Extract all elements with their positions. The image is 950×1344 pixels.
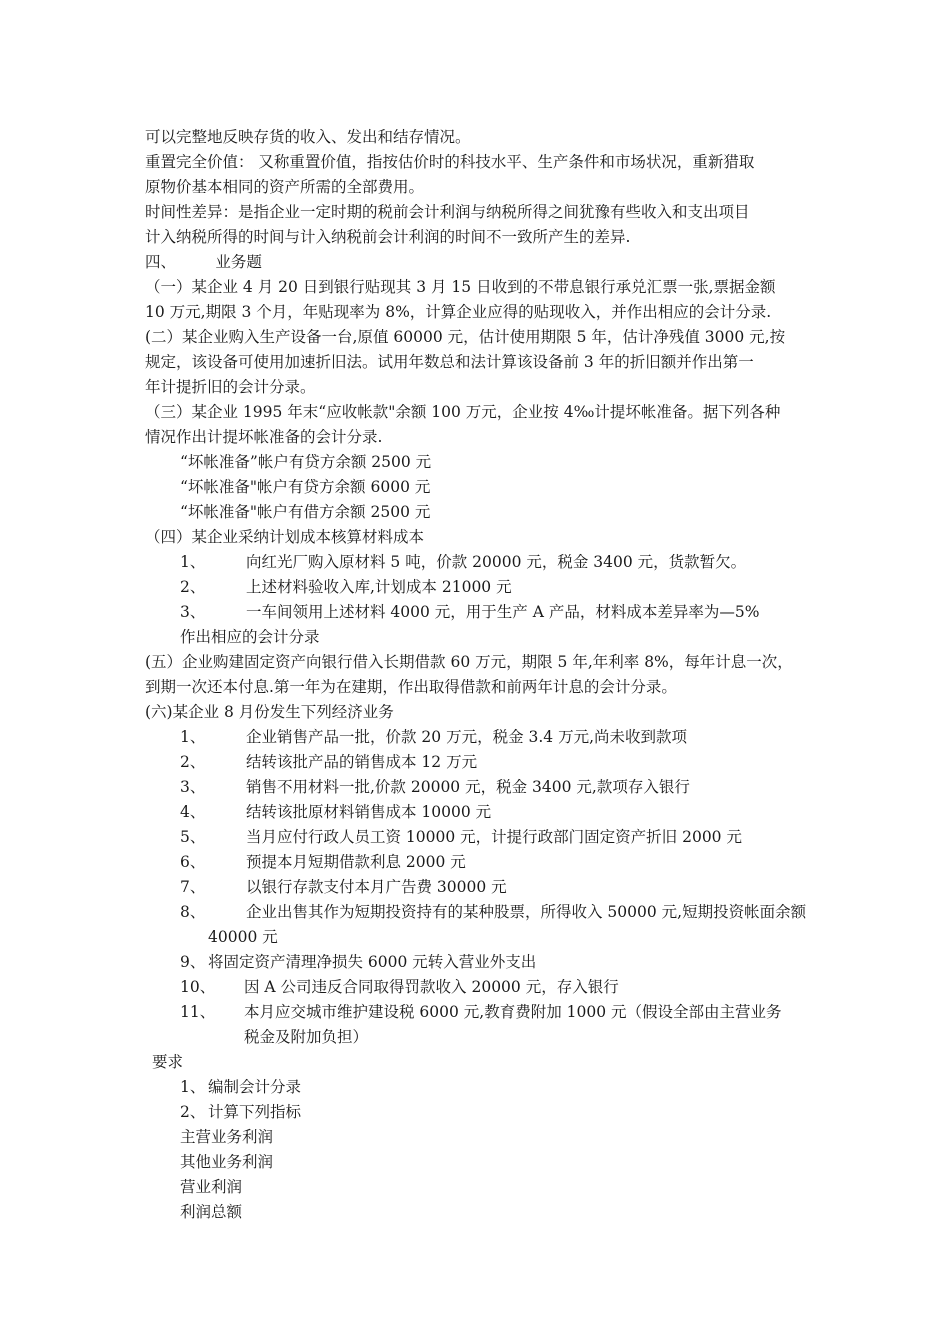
text-line: “坏帐准备"帐户有借方余额 2500 元: [180, 503, 431, 521]
text-line: 重置完全价值： 又称重置价值，指按估价时的科技水平、生产条件和市场状况，重新猎取: [145, 153, 755, 171]
text-line: 年计提折旧的会计分录。: [145, 378, 316, 396]
text-line: 40000 元: [208, 928, 278, 946]
list-item-text: 编制会计分录: [208, 1078, 302, 1096]
list-item-text: 本月应交城市维护建设税 6000 元,教育费附加 1000 元（假设全部由主营业务: [244, 1003, 782, 1021]
list-item: [180, 1101, 301, 1125]
list-item: [180, 1076, 301, 1100]
list-item-text: 因 A 公司违反合同取得罚款收入 20000 元，存入银行: [244, 978, 619, 996]
list-item: [180, 726, 687, 750]
text-line: 营业利润: [180, 1178, 243, 1196]
list-item-text: 企业出售其作为短期投资持有的某种股票，所得收入 50000 元,短期投资帐面余额: [246, 903, 807, 921]
list-item: [180, 901, 806, 925]
text-line: 利润总额: [180, 1203, 243, 1221]
text-line: “坏帐准备”帐户有贷方余额 2500 元: [180, 453, 432, 471]
list-item: [180, 976, 619, 1000]
text-line: （一）某企业 4 月 20 日到银行贴现其 3 月 15 日收到的不带息银行承兑汇票一张,票据金额: [145, 278, 776, 296]
list-item-text: 将固定资产清理净损失 6000 元转入营业外支出: [208, 953, 537, 971]
list-marker: 2、: [180, 1103, 206, 1121]
text-line: 主营业务利润: [180, 1128, 274, 1146]
text-line: 到期一次还本付息.第一年为在建期，作出取得借款和前两年计息的会计分录。: [145, 678, 677, 696]
list-item: [180, 876, 507, 900]
text-line: 原物价基本相同的资产所需的全部费用。: [145, 178, 425, 196]
list-item-text: 企业销售产品一批，价款 20 万元，税金 3.4 万元,尚未收到款项: [246, 728, 688, 746]
list-item-text: 以银行存款支付本月广告费 30000 元: [246, 878, 507, 896]
list-item: [180, 1001, 782, 1025]
list-item: [180, 826, 742, 850]
list-marker: 5、: [180, 828, 206, 846]
list-marker: 1、: [180, 1078, 206, 1096]
list-item-text: 销售不用材料一批,价款 20000 元，税金 3400 元,款项存入银行: [246, 778, 690, 796]
list-marker: 8、: [180, 903, 206, 921]
list-marker: 11、: [180, 1003, 216, 1021]
list-marker: 4、: [180, 803, 206, 821]
list-item-text: 结转该批产品的销售成本 12 万元: [246, 753, 478, 771]
list-marker: 6、: [180, 853, 206, 871]
text-line: 税金及附加负担）: [244, 1028, 369, 1046]
list-item-text: 一车间领用上述材料 4000 元，用于生产 A 产品，材料成本差异率为—5%: [246, 603, 760, 621]
list-marker: 7、: [180, 878, 206, 896]
text-line: （四）某企业采纳计划成本核算材料成本: [145, 528, 425, 546]
text-line: 计入纳税所得的时间与计入纳税前会计利润的时间不一致所产生的差异.: [145, 228, 631, 246]
text-line: (五）企业购建固定资产向银行借入长期借款 60 万元，期限 5 年,年利率 8%，每年计息一次，: [145, 653, 793, 671]
list-item-text: 上述材料验收入库,计划成本 21000 元: [246, 578, 512, 596]
section-heading: 四、 业务题: [145, 253, 262, 271]
text-line: 时间性差异：是指企业一定时期的税前会计利润与纳税所得之间犹豫有些收入和支出项目: [145, 203, 750, 221]
text-line: 其他业务利润: [180, 1153, 274, 1171]
list-marker: 1、: [180, 728, 206, 746]
list-marker: 2、: [180, 753, 206, 771]
list-marker: 3、: [180, 778, 206, 796]
list-item-text: 预提本月短期借款利息 2000 元: [246, 853, 466, 871]
list-item: [180, 776, 690, 800]
list-item-text: 计算下列指标: [208, 1103, 302, 1121]
list-item: [180, 801, 491, 825]
list-marker: 9、: [180, 953, 206, 971]
list-item: [180, 751, 477, 775]
list-item: [180, 576, 512, 600]
text-line: （三）某企业 1995 年末“应收帐款"余额 100 万元，企业按 4‰计提坏帐准备。据下列各种: [145, 403, 781, 421]
text-line: 情况作出计提坏帐准备的会计分录.: [145, 428, 383, 446]
list-item: [180, 551, 746, 575]
text-line: “坏帐准备"帐户有贷方余额 6000 元: [180, 478, 431, 496]
text-line: 10 万元,期限 3 个月，年贴现率为 8%，计算企业应得的贴现收入，并作出相应的会计分录.: [145, 303, 772, 321]
text-line: 规定，该设备可使用加速折旧法。试用年数总和法计算该设备前 3 年的折旧额并作出第一: [145, 353, 754, 371]
list-item: [180, 951, 536, 975]
list-marker: 1、: [180, 553, 206, 571]
text-line: 可以完整地反映存货的收入、发出和结存情况。: [145, 128, 471, 146]
list-item: [180, 601, 759, 625]
list-item-text: 结转该批原材料销售成本 10000 元: [246, 803, 492, 821]
text-line: (六)某企业 8 月份发生下列经济业务: [145, 703, 394, 721]
text-line: 要求: [152, 1053, 184, 1071]
list-marker: 10、: [180, 978, 216, 996]
text-line: (二）某企业购入生产设备一台,原值 60000 元，估计使用期限 5 年，估计净残值 3000 元,按: [145, 328, 786, 346]
list-marker: 2、: [180, 578, 206, 596]
list-item: [180, 851, 466, 875]
list-item-text: 当月应付行政人员工资 10000 元，计提行政部门固定资产折旧 2000 元: [246, 828, 742, 846]
list-item-text: 向红光厂购入原材料 5 吨，价款 20000 元，税金 3400 元，货款暂欠。: [246, 553, 747, 571]
list-marker: 3、: [180, 603, 206, 621]
text-line: 作出相应的会计分录: [180, 628, 320, 646]
